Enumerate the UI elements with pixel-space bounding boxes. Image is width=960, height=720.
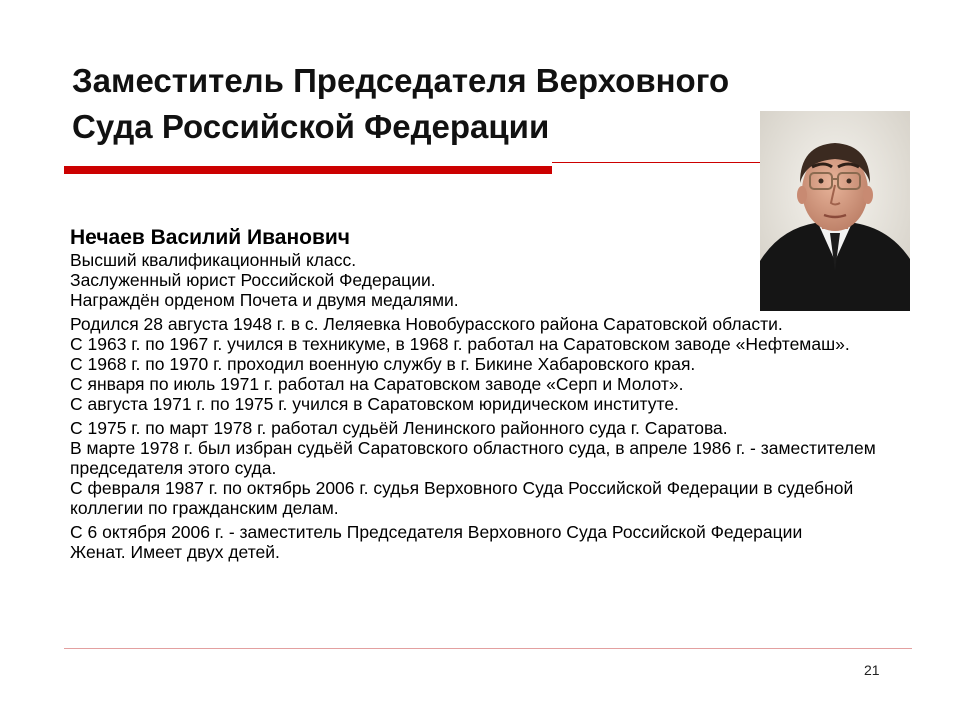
bio-paragraph: С 1975 г. по март 1978 г. работал судьёй Ленинского районного суда г. Саратова.	[70, 418, 728, 438]
bio-paragraph: С января по июль 1971 г. работал на Саратовском заводе «Серп и Молот».	[70, 374, 684, 394]
bio-paragraph: С февраля 1987 г. по октябрь 2006 г. судья Верховного Суда Российской Федерации в судебной коллегии по гражданским делам.	[70, 478, 854, 518]
person-name: Нечаев Василий Иванович	[70, 226, 350, 249]
title-underline-thin	[552, 162, 762, 163]
slide-title	[72, 58, 872, 150]
early-life-block	[70, 314, 910, 414]
page-number: 21	[864, 662, 880, 678]
title-line-2: Суда Российской Федерации	[72, 108, 550, 145]
bio-paragraph: Женат. Имеет двух детей.	[70, 542, 280, 562]
qualification-line: Высший квалификационный класс.	[70, 250, 357, 270]
bio-paragraph: С 6 октября 2006 г. - заместитель Председателя Верховного Суда Российской Федерации	[70, 522, 803, 542]
title-underline-thick	[64, 166, 552, 174]
bio-paragraph: В марте 1978 г. был избран судьёй Саратовского областного суда, в апреле 1986 г. - заместителем председателя этого суда.	[70, 438, 876, 478]
footer-divider	[64, 648, 912, 649]
title-line-1: Заместитель Председателя Верховного	[72, 62, 730, 99]
awards-block	[70, 250, 910, 310]
current-block	[70, 522, 910, 562]
title-line: Заслуженный юрист Российской Федерации.	[70, 270, 436, 290]
bio-paragraph: Родился 28 августа 1948 г. в с. Леляевка Новобурасского района Саратовской области.	[70, 314, 783, 334]
bio-paragraph: С августа 1971 г. по 1975 г. учился в Саратовском юридическом институте.	[70, 394, 679, 414]
career-block	[70, 418, 910, 518]
biography-text	[70, 226, 910, 562]
bio-paragraph: С 1963 г. по 1967 г. учился в техникуме, в 1968 г. работал на Саратовском заводе «Нефтемаш».	[70, 334, 850, 354]
bio-paragraph: С 1968 г. по 1970 г. проходил военную службу в г. Бикине Хабаровского края.	[70, 354, 696, 374]
awards-line: Награждён орденом Почета и двумя медалями.	[70, 290, 459, 310]
